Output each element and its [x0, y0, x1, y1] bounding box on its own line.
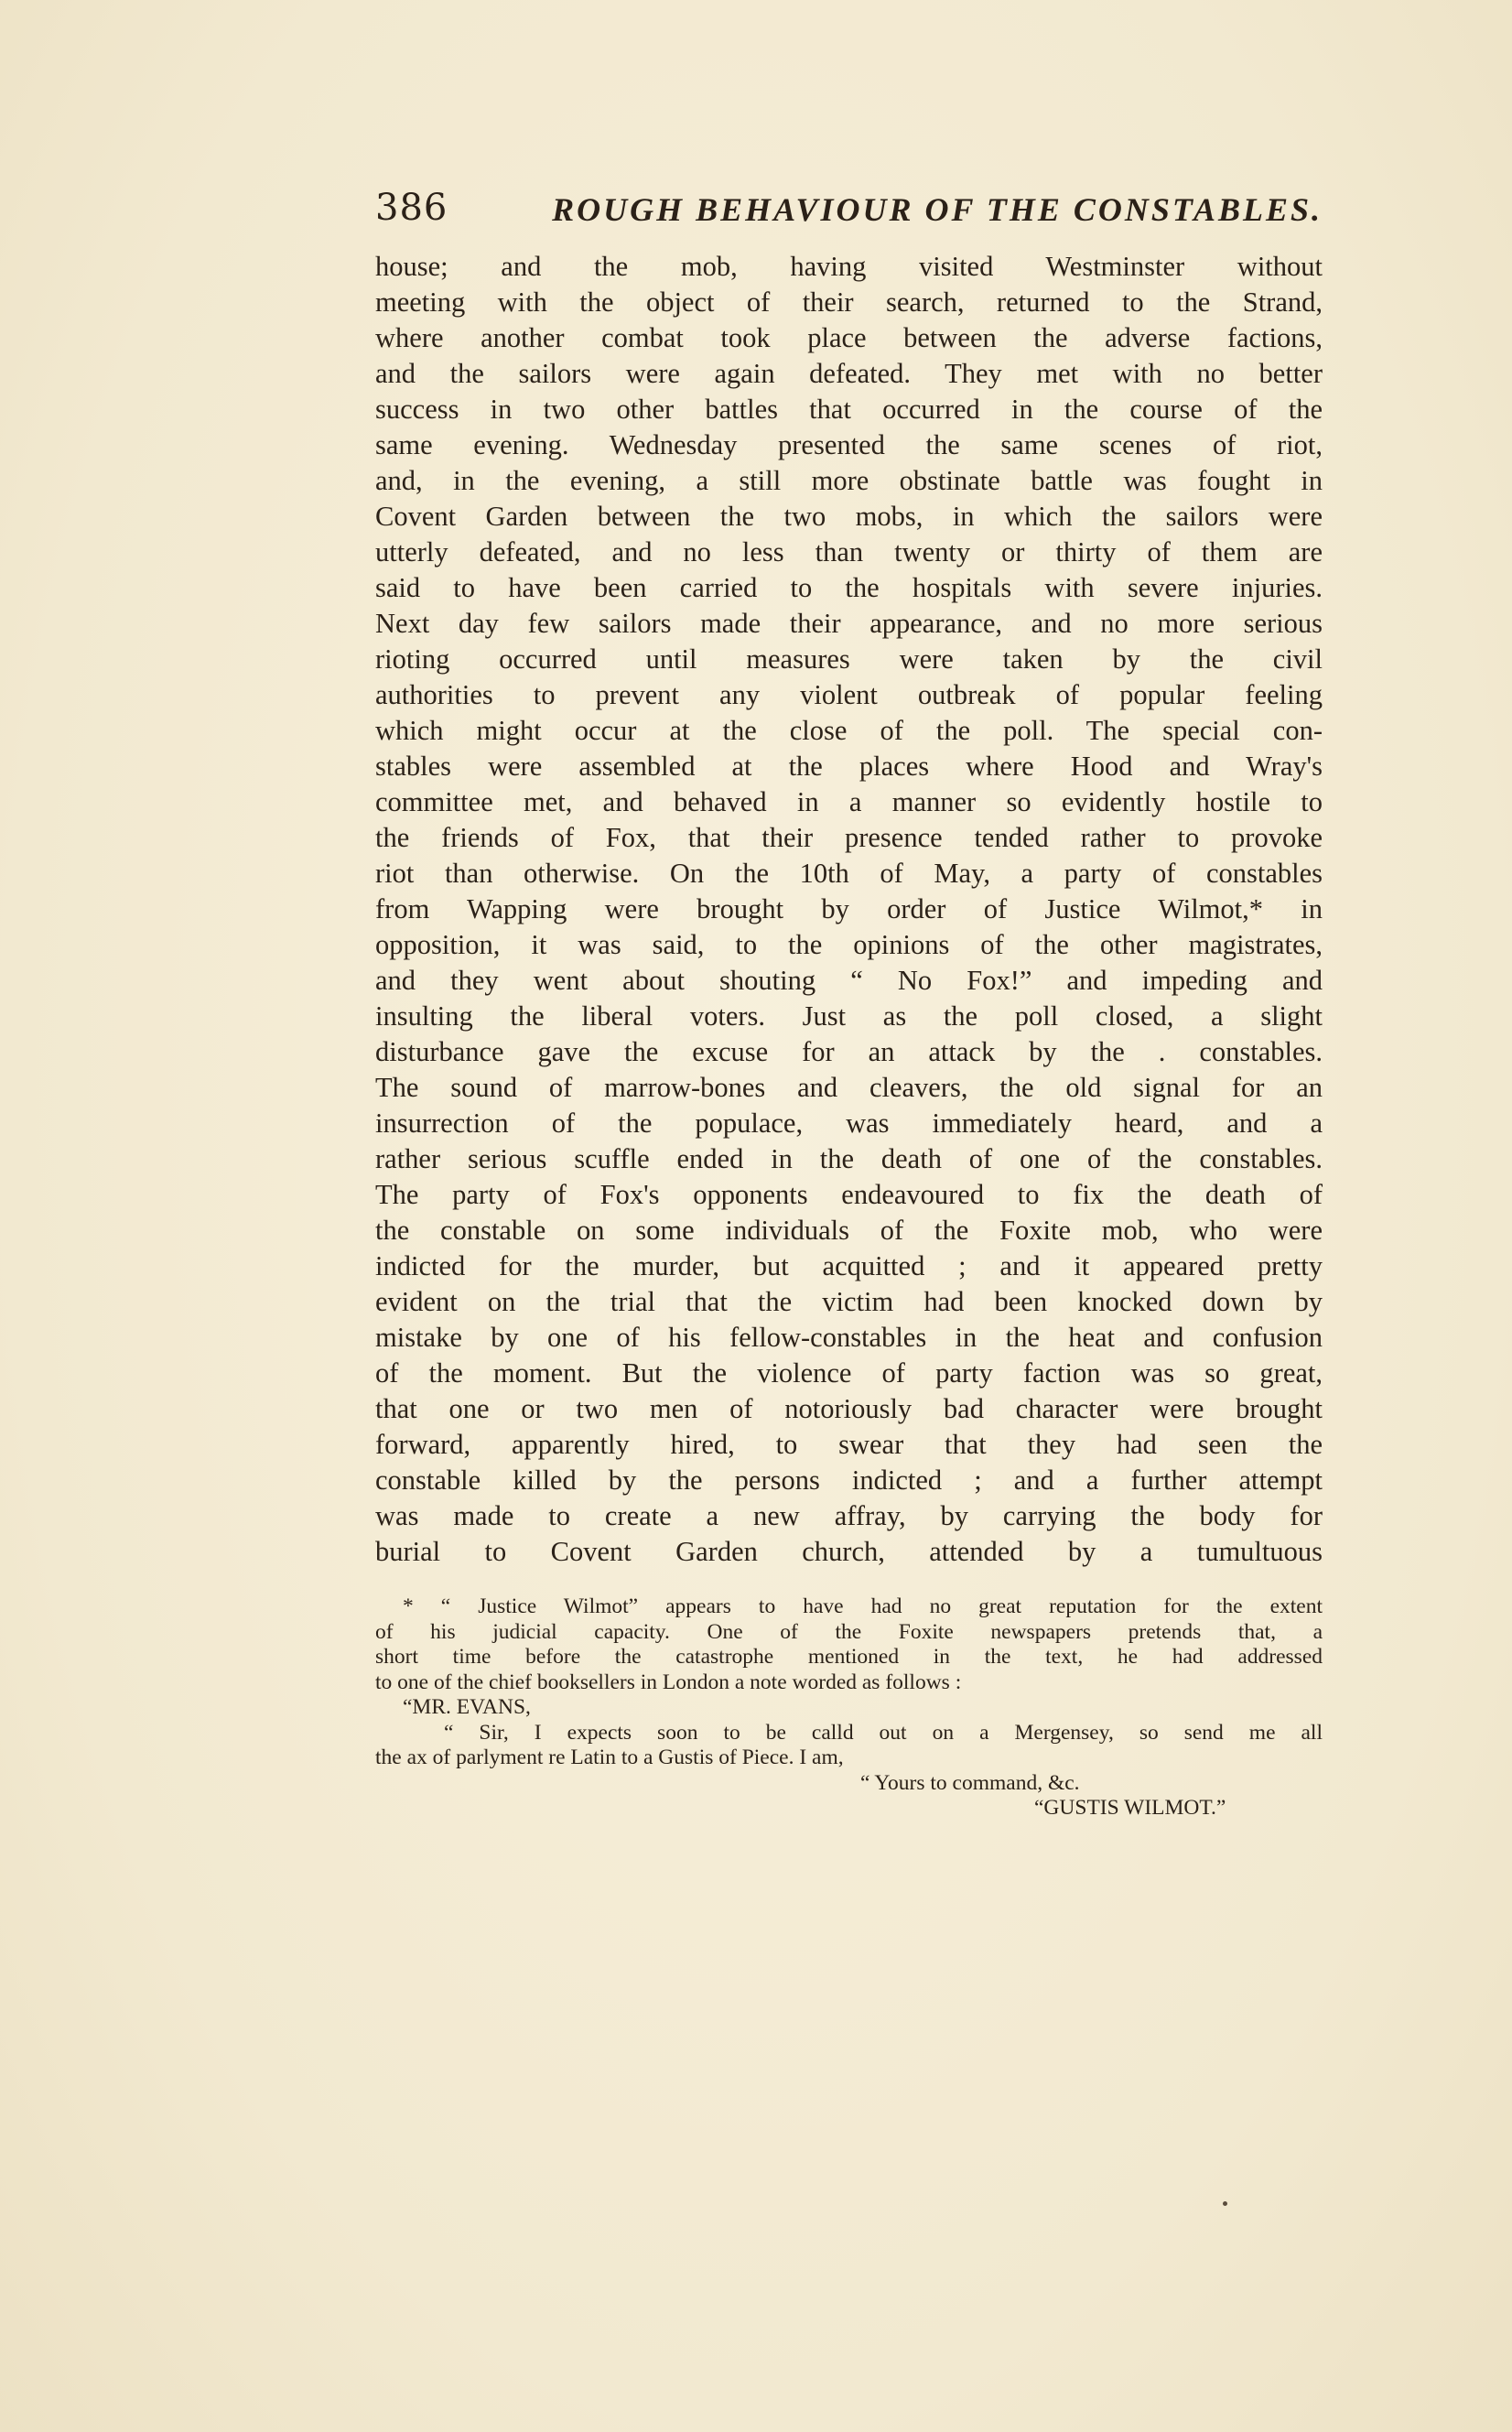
page-number: 386: [375, 187, 448, 229]
body-line: authorities to prevent any violent outbreak of popular feeling: [375, 679, 1323, 710]
body-line: success in two other battles that occurred in the course of the: [375, 394, 1323, 425]
body-line: said to have been carried to the hospitals with severe injuries.: [375, 572, 1323, 603]
body-line: the constable on some individuals of the Foxite mob, who were: [375, 1215, 1323, 1246]
body-line: stables were assembled at the places where Hood and Wray's: [375, 751, 1323, 782]
letter-signature: “GUSTIS WILMOT.”: [1034, 1796, 1226, 1820]
body-line: Next day few sailors made their appearance, and no more serious: [375, 608, 1323, 639]
running-head: ROUGH BEHAVIOUR OF THE CONSTABLES.: [552, 191, 1323, 228]
footnote-line: short time before the catastrophe mentioned in the text, he had addressed: [375, 1645, 1323, 1669]
body-line: from Wapping were brought by order of Justice Wilmot,* in: [375, 893, 1323, 924]
body-line: insulting the liberal voters. Just as the poll closed, a slight: [375, 1000, 1323, 1032]
body-line: rather serious scuffle ended in the death of one of the constables.: [375, 1143, 1323, 1174]
body-line: constable killed by the persons indicted ; and a further attempt: [375, 1465, 1323, 1496]
body-line: where another combat took place between the adverse factions,: [375, 322, 1323, 353]
body-line: and the sailors were again defeated. They met with no better: [375, 358, 1323, 389]
body-line: insurrection of the populace, was immediately heard, and a: [375, 1108, 1323, 1139]
body-line: which might occur at the close of the poll. The special con-: [375, 715, 1323, 746]
body-line: meeting with the object of their search, returned to the Strand,: [375, 286, 1323, 318]
body-line: was made to create a new affray, by carrying the body for: [375, 1500, 1323, 1531]
letter-closing: “ Yours to command, &c.: [860, 1770, 1080, 1795]
footnote-line: * “ Justice Wilmot” appears to have had no great reputation for the extent: [403, 1594, 1323, 1618]
body-line: rioting occurred until measures were taken by the civil: [375, 643, 1323, 675]
body-line: house; and the mob, having visited Westminster without: [375, 251, 1323, 282]
body-line: and, in the evening, a still more obstinate battle was fought in: [375, 465, 1323, 496]
body-line: forward, apparently hired, to swear that they had seen the: [375, 1429, 1323, 1460]
body-line: same evening. Wednesday presented the same scenes of riot,: [375, 429, 1323, 460]
body-line: that one or two men of notoriously bad character were brought: [375, 1393, 1323, 1424]
body-line: Covent Garden between the two mobs, in which the sailors were: [375, 501, 1323, 532]
letter-body-line: the ax of parlyment re Latin to a Gustis of Piece. I am,: [375, 1746, 844, 1769]
letter-salutation: “MR. EVANS,: [403, 1695, 531, 1719]
body-line: mistake by one of his fellow-constables in the heat and confusion: [375, 1322, 1323, 1353]
body-line: the friends of Fox, that their presence tended rather to provoke: [375, 822, 1323, 853]
letter-body-line: “ Sir, I expects soon to be calld out on a Mergensey, so send me all: [444, 1720, 1323, 1745]
body-line: evident on the trial that the victim had been knocked down by: [375, 1286, 1323, 1317]
body-line: burial to Covent Garden church, attended by a tumultuous: [375, 1536, 1323, 1567]
body-line: of the moment. But the violence of party faction was so great,: [375, 1357, 1323, 1389]
body-line: indicted for the murder, but acquitted ; and it appeared pretty: [375, 1250, 1323, 1281]
ink-speck: [1223, 2201, 1227, 2206]
body-text: [375, 249, 1323, 1570]
body-line: opposition, it was said, to the opinions of the other magistrates,: [375, 929, 1323, 960]
body-line: committee met, and behaved in a manner so evidently hostile to: [375, 786, 1323, 817]
page-header: [375, 183, 1323, 238]
footnote-line: of his judicial capacity. One of the Foxite newspapers pretends that, a: [375, 1619, 1323, 1644]
footnote: [375, 1594, 1323, 1821]
body-line: The party of Fox's opponents endeavoured to fix the death of: [375, 1179, 1323, 1210]
body-line: disturbance gave the excuse for an attack by the . constables.: [375, 1036, 1323, 1067]
body-line: utterly defeated, and no less than twenty or thirty of them are: [375, 536, 1323, 567]
footnote-line: to one of the chief booksellers in London a note worded as follows :: [375, 1670, 962, 1694]
body-line: riot than otherwise. On the 10th of May, a party of constables: [375, 858, 1323, 889]
body-line: and they went about shouting “ No Fox!” and impeding and: [375, 965, 1323, 996]
body-line: The sound of marrow-bones and cleavers, the old signal for an: [375, 1072, 1323, 1103]
